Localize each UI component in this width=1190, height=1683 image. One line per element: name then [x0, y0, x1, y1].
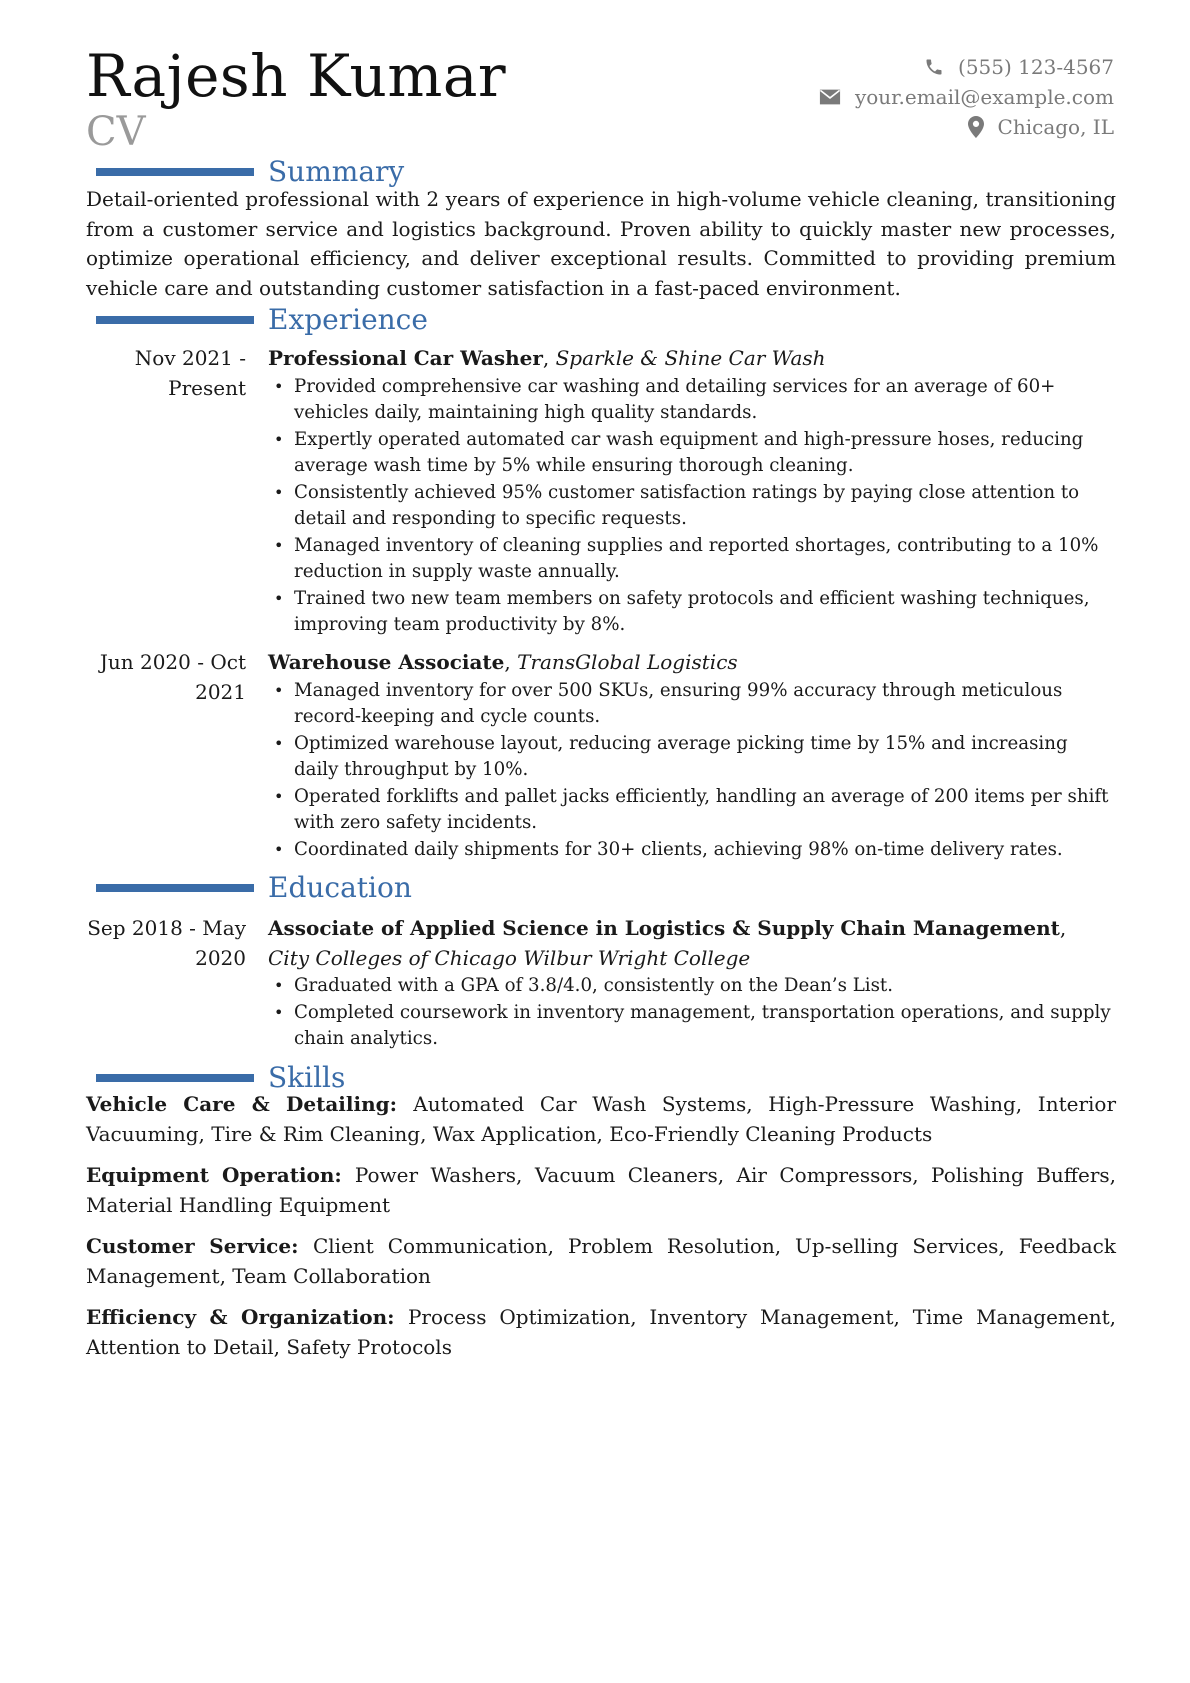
section-title: Experience — [268, 303, 428, 336]
school-name: City Colleges of Chicago Wilbur Wright College — [268, 945, 751, 970]
degree-name: Associate of Applied Science in Logistics & Supply Chain Management — [268, 916, 1060, 940]
envelope-icon — [819, 88, 841, 106]
date-range-end: 2020 — [195, 945, 246, 970]
section-accent-bar — [96, 316, 254, 324]
list-item: • Optimized warehouse layout, reducing average picking time by 15% and increasing daily throughput by 10%. — [268, 731, 1116, 784]
skill-group-label: Customer Service: — [86, 1234, 313, 1258]
entry-heading: Associate of Applied Science in Logistics & Supply Chain Management, — [268, 916, 1067, 940]
candidate-name: Rajesh Kumar — [86, 42, 507, 110]
document-subtitle: CV — [86, 109, 146, 155]
contact-block — [819, 52, 1114, 142]
skill-group-label: Efficiency & Organization: — [86, 1305, 408, 1329]
list-item: • Graduated with a GPA of 3.8/4.0, consistently on the Dean’s List. — [268, 973, 1116, 1000]
list-item: • Managed inventory for over 500 SKUs, ensuring 99% accuracy through meticulous record-keeping and cycle counts. — [268, 678, 1116, 731]
bullet-list — [268, 678, 1116, 864]
phone-icon — [924, 57, 944, 77]
section-education-heading — [96, 870, 1096, 910]
section-title: Skills — [268, 1061, 346, 1094]
skill-group-label: Vehicle Care & Detailing: — [86, 1092, 414, 1116]
entry-body — [268, 914, 1116, 1053]
summary-text: Detail-oriented professional with 2 years of experience in high-volume vehicle cleaning, transitioning from a customer service and logistics background. Proven ability to quickly master new processes, optimize operational efficiency, and deliver exceptional results. Committed to providing premium vehicle care and outstanding customer satisfaction in a fast-paced environment. — [86, 187, 1116, 300]
date-range-start: Sep 2018 - May — [87, 916, 246, 940]
entry-heading: Professional Car Washer, Sparkle & Shine Car Wash — [268, 346, 826, 370]
skill-group-items: Client Communication, Problem Resolution, Up-selling Services, Feedback Management, Team Collaboration — [86, 1234, 1117, 1288]
bullet-list — [268, 374, 1116, 639]
section-title: Education — [268, 871, 412, 904]
date-range-start: Jun 2020 - Oct — [99, 650, 246, 674]
list-item: • Trained two new team members on safety protocols and efficient washing techniques, improving team productivity by 8%. — [268, 586, 1116, 639]
entry-body — [268, 648, 1116, 863]
entry-dates — [86, 648, 246, 707]
skill-group-items: Power Washers, Vacuum Cleaners, Air Compressors, Polishing Buffers, Material Handling Equipment — [86, 1163, 1117, 1217]
entry-dates — [86, 344, 246, 403]
list-item: • Consistently achieved 95% customer satisfaction ratings by paying close attention to detail and responding to specific requests. — [268, 480, 1116, 533]
list-item: • Coordinated daily shipments for 30+ clients, achieving 98% on-time delivery rates. — [268, 837, 1116, 864]
date-range-end: 2021 — [195, 679, 246, 704]
entry-heading: Warehouse Associate, TransGlobal Logistics — [268, 650, 738, 674]
job-title: Professional Car Washer — [268, 346, 543, 370]
skill-group-items: Automated Car Wash Systems, High-Pressure Washing, Interior Vacuuming, Tire & Rim Cleaning, Wax Application, Eco-Friendly Cleaning Products — [86, 1092, 1117, 1146]
list-item: • Operated forklifts and pallet jacks efficiently, handling an average of 200 items per shift with zero safety incidents. — [268, 784, 1116, 837]
skill-group — [86, 1161, 1116, 1220]
entry-subheading — [268, 944, 1116, 974]
skill-group — [86, 1090, 1116, 1149]
list-item: • Completed coursework in inventory management, transportation operations, and supply chain analytics. — [268, 1000, 1116, 1053]
skill-group — [86, 1303, 1116, 1362]
job-title: Warehouse Associate — [268, 650, 505, 674]
bullet-list — [268, 973, 1116, 1053]
list-item: • Provided comprehensive car washing and detailing services for an average of 60+ vehicles daily, maintaining high quality standards. — [268, 374, 1116, 427]
skill-group-label: Equipment Operation: — [86, 1163, 355, 1187]
date-range-start: Nov 2021 - — [134, 346, 246, 370]
date-range-end: Present — [168, 375, 246, 400]
phone-text[interactable]: (555) 123-4567 — [958, 55, 1114, 79]
skill-group-items: Process Optimization, Inventory Management, Time Management, Attention to Detail, Safety Protocols — [86, 1305, 1117, 1359]
entry-body — [268, 344, 1116, 639]
section-accent-bar — [96, 1074, 254, 1082]
location-text: Chicago, IL — [997, 115, 1114, 139]
section-title: Summary — [268, 155, 405, 188]
contact-phone — [819, 52, 1114, 82]
section-accent-bar — [96, 884, 254, 892]
email-link[interactable]: your.email@example.com — [854, 85, 1114, 109]
map-marker-icon — [968, 116, 984, 138]
company-name: Sparkle & Shine Car Wash — [555, 346, 826, 370]
section-experience-heading — [96, 302, 1096, 342]
list-item: • Managed inventory of cleaning supplies and reported shortages, contributing to a 10% reduction in supply waste annually. — [268, 533, 1116, 586]
contact-email — [819, 82, 1114, 112]
list-item: • Expertly operated automated car wash equipment and high-pressure hoses, reducing average wash time by 5% while ensuring thorough cleaning. — [268, 427, 1116, 480]
section-accent-bar — [96, 168, 254, 176]
entry-dates — [86, 914, 246, 973]
contact-location — [819, 112, 1114, 142]
company-name: TransGlobal Logistics — [517, 650, 738, 674]
skill-group — [86, 1232, 1116, 1291]
